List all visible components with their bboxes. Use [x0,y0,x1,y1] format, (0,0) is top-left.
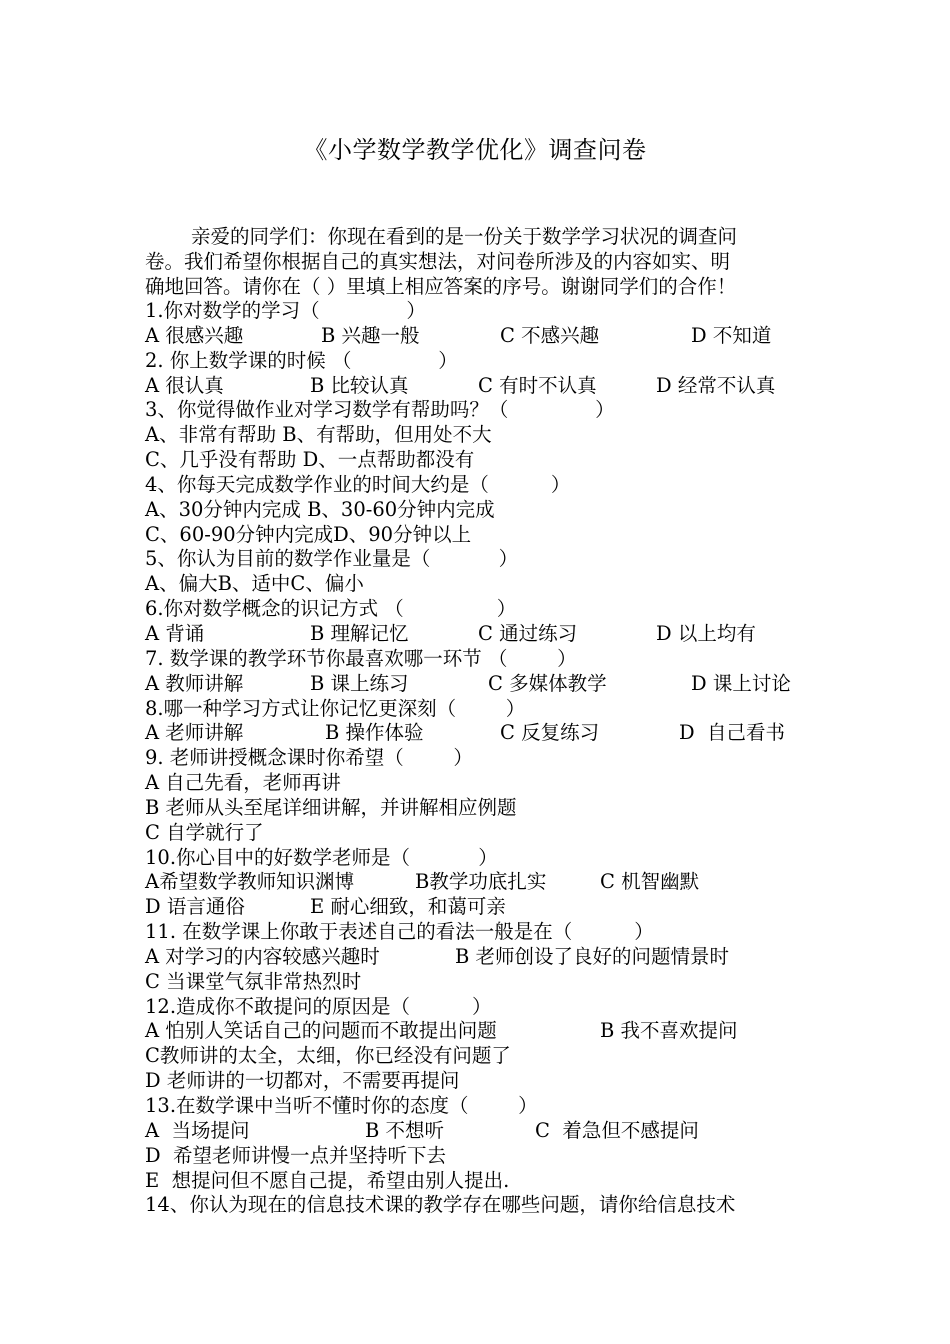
text-line [145,349,825,374]
text-line [145,870,825,895]
question-text: 7. 数学课的教学环节你最喜欢哪一环节 （ ） [145,646,577,670]
option-text: D 以上均有 [656,621,756,645]
question-text: 6.你对数学概念的识记方式 （ ） [145,597,517,621]
text-line [145,647,825,672]
question-text: 12.造成你不敢提问的原因是（ ） [145,994,492,1018]
text-line [145,1193,825,1218]
question-text: 1.你对数学的学习（ ） [145,299,426,322]
option-text: C 反复练习 [500,721,600,745]
question-text: 3、你觉得做作业对学习数学有帮助吗？（ ） [145,398,615,422]
text-line [145,597,825,622]
question-text: 13.在数学课中当听不懂时你的态度（ ） [145,1094,538,1117]
option-text: B 比较认真 [310,373,409,397]
option-text: C 机智幽默 [600,870,700,894]
intro-paragraph [145,224,825,299]
text-line [145,895,825,920]
text-line [145,771,825,796]
question-text: E 想提问但不愿自己提，希望由别人提出. [145,1168,510,1192]
question-text: 4、你每天完成数学作业的时间大约是（ ） [145,472,571,496]
option-text: C 不感兴趣 [500,323,600,347]
text-line [145,796,825,821]
question-text: A、30分钟内完成 B、30-60分钟内完成 [145,497,495,521]
text-line [145,821,825,846]
question-text: A 自己先看，老师再讲 [145,771,341,795]
option-text: C 通过练习 [478,621,578,645]
option-text: D 不知道 [691,323,772,347]
option-text: A 老师讲解 [145,721,244,745]
text-line [145,448,825,473]
text-line [145,920,825,945]
question-text: 9. 老师讲授概念课时你希望（ ） [145,746,473,770]
option-text: B 不想听 [365,1118,445,1142]
page-title: 《小学数学教学优化》调查问卷 [303,136,647,164]
question-text: 5、你认为目前的数学作业量是（ ） [145,547,519,571]
option-text: A 背诵 [145,621,205,645]
text-line [145,697,825,722]
text-line [145,423,825,448]
option-text: A 很认真 [145,373,224,397]
text-line [145,1069,825,1094]
option-text: B教学功底扎实 [415,870,547,894]
text-line [145,1044,825,1069]
intro-line: 亲爱的同学们：你现在看到的是一份关于数学学习状况的调查问 [191,225,738,248]
text-line [145,672,825,697]
text-line [145,547,825,572]
text-line [145,846,825,871]
intro-line: 卷。我们希望你根据自己的真实想法，对问卷所涉及的内容如实、明 [145,250,731,273]
text-line [145,970,825,995]
text-line [145,1144,825,1169]
question-text: 2. 你上数学课的时候 （ ） [145,348,458,372]
text-line [145,498,825,523]
question-text: 11. 在数学课上你敢于表述自己的看法一般是在（ ） [145,920,654,944]
question-text: D 希望老师讲慢一点并坚持听下去 [145,1143,447,1167]
text-line [145,473,825,498]
question-text: D 老师讲的一切都对，不需要再提问 [145,1069,460,1093]
question-text: 10.你心目中的好数学老师是（ ） [145,845,498,869]
text-line [145,1119,825,1144]
option-text: C 多媒体教学 [488,671,607,695]
option-text: C 有时不认真 [478,373,597,397]
question-text: A、偏大B、适中C、偏小 [145,572,364,596]
intro-line: 确地回答。请你在（ ）里填上相应答案的序号。谢谢同学们的合作！ [145,275,737,298]
text-line [145,945,825,970]
text-line [145,1019,825,1044]
question-text: C教师讲的太全，太细，你已经没有问题了 [145,1044,511,1068]
question-text: C 当课堂气氛非常热烈时 [145,969,362,993]
question-text: C、几乎没有帮助 D、一点帮助都没有 [145,448,475,472]
question-text: 14、你认为现在的信息技术课的教学存在哪些问题，请你给信息技术 [145,1193,736,1217]
question-text: 8.哪一种学习方式让你记忆更深刻（ ） [145,696,526,720]
text-line [145,1169,825,1194]
question-list [145,299,825,1218]
option-text: B 我不喜欢提问 [600,1019,738,1043]
option-text: A 很感兴趣 [145,323,244,347]
option-text: A希望数学教师知识渊博 [145,870,355,894]
text-line [145,721,825,746]
question-text: A、非常有帮助 B、有帮助，但用处不大 [145,423,492,447]
option-text: A 怕别人笑话自己的问题而不敢提出问题 [145,1019,497,1043]
option-text: A 对学习的内容较感兴趣时 [145,944,380,968]
option-text: D 课上讨论 [691,671,791,695]
text-line [145,622,825,647]
text-line [145,1094,825,1119]
option-text: A 教师讲解 [145,671,244,695]
text-line [145,746,825,771]
option-text: B 操作体验 [325,721,424,745]
question-text: C、60-90分钟内完成D、90分钟以上 [145,522,472,546]
text-line [145,324,825,349]
option-text: B 兴趣一般 [321,323,420,347]
option-text: D 经常不认真 [656,373,776,397]
text-line [145,299,825,324]
text-line [145,398,825,423]
text-line [145,572,825,597]
option-text: D 语言通俗 [145,895,245,919]
text-line [145,995,825,1020]
option-text: B 理解记忆 [310,621,409,645]
question-text: B 老师从头至尾详细讲解，并讲解相应例题 [145,795,517,819]
text-line [145,374,825,399]
question-text: C 自学就行了 [145,820,264,844]
option-text: D 自己看书 [679,721,786,745]
text-line [145,523,825,548]
option-text: B 课上练习 [310,671,409,695]
option-text: E 耐心细致，和蔼可亲 [310,895,506,919]
option-text: B 老师创设了良好的问题情景时 [455,944,730,968]
option-text: A 当场提问 [145,1118,250,1142]
option-text: C 着急但不感提问 [535,1118,699,1142]
